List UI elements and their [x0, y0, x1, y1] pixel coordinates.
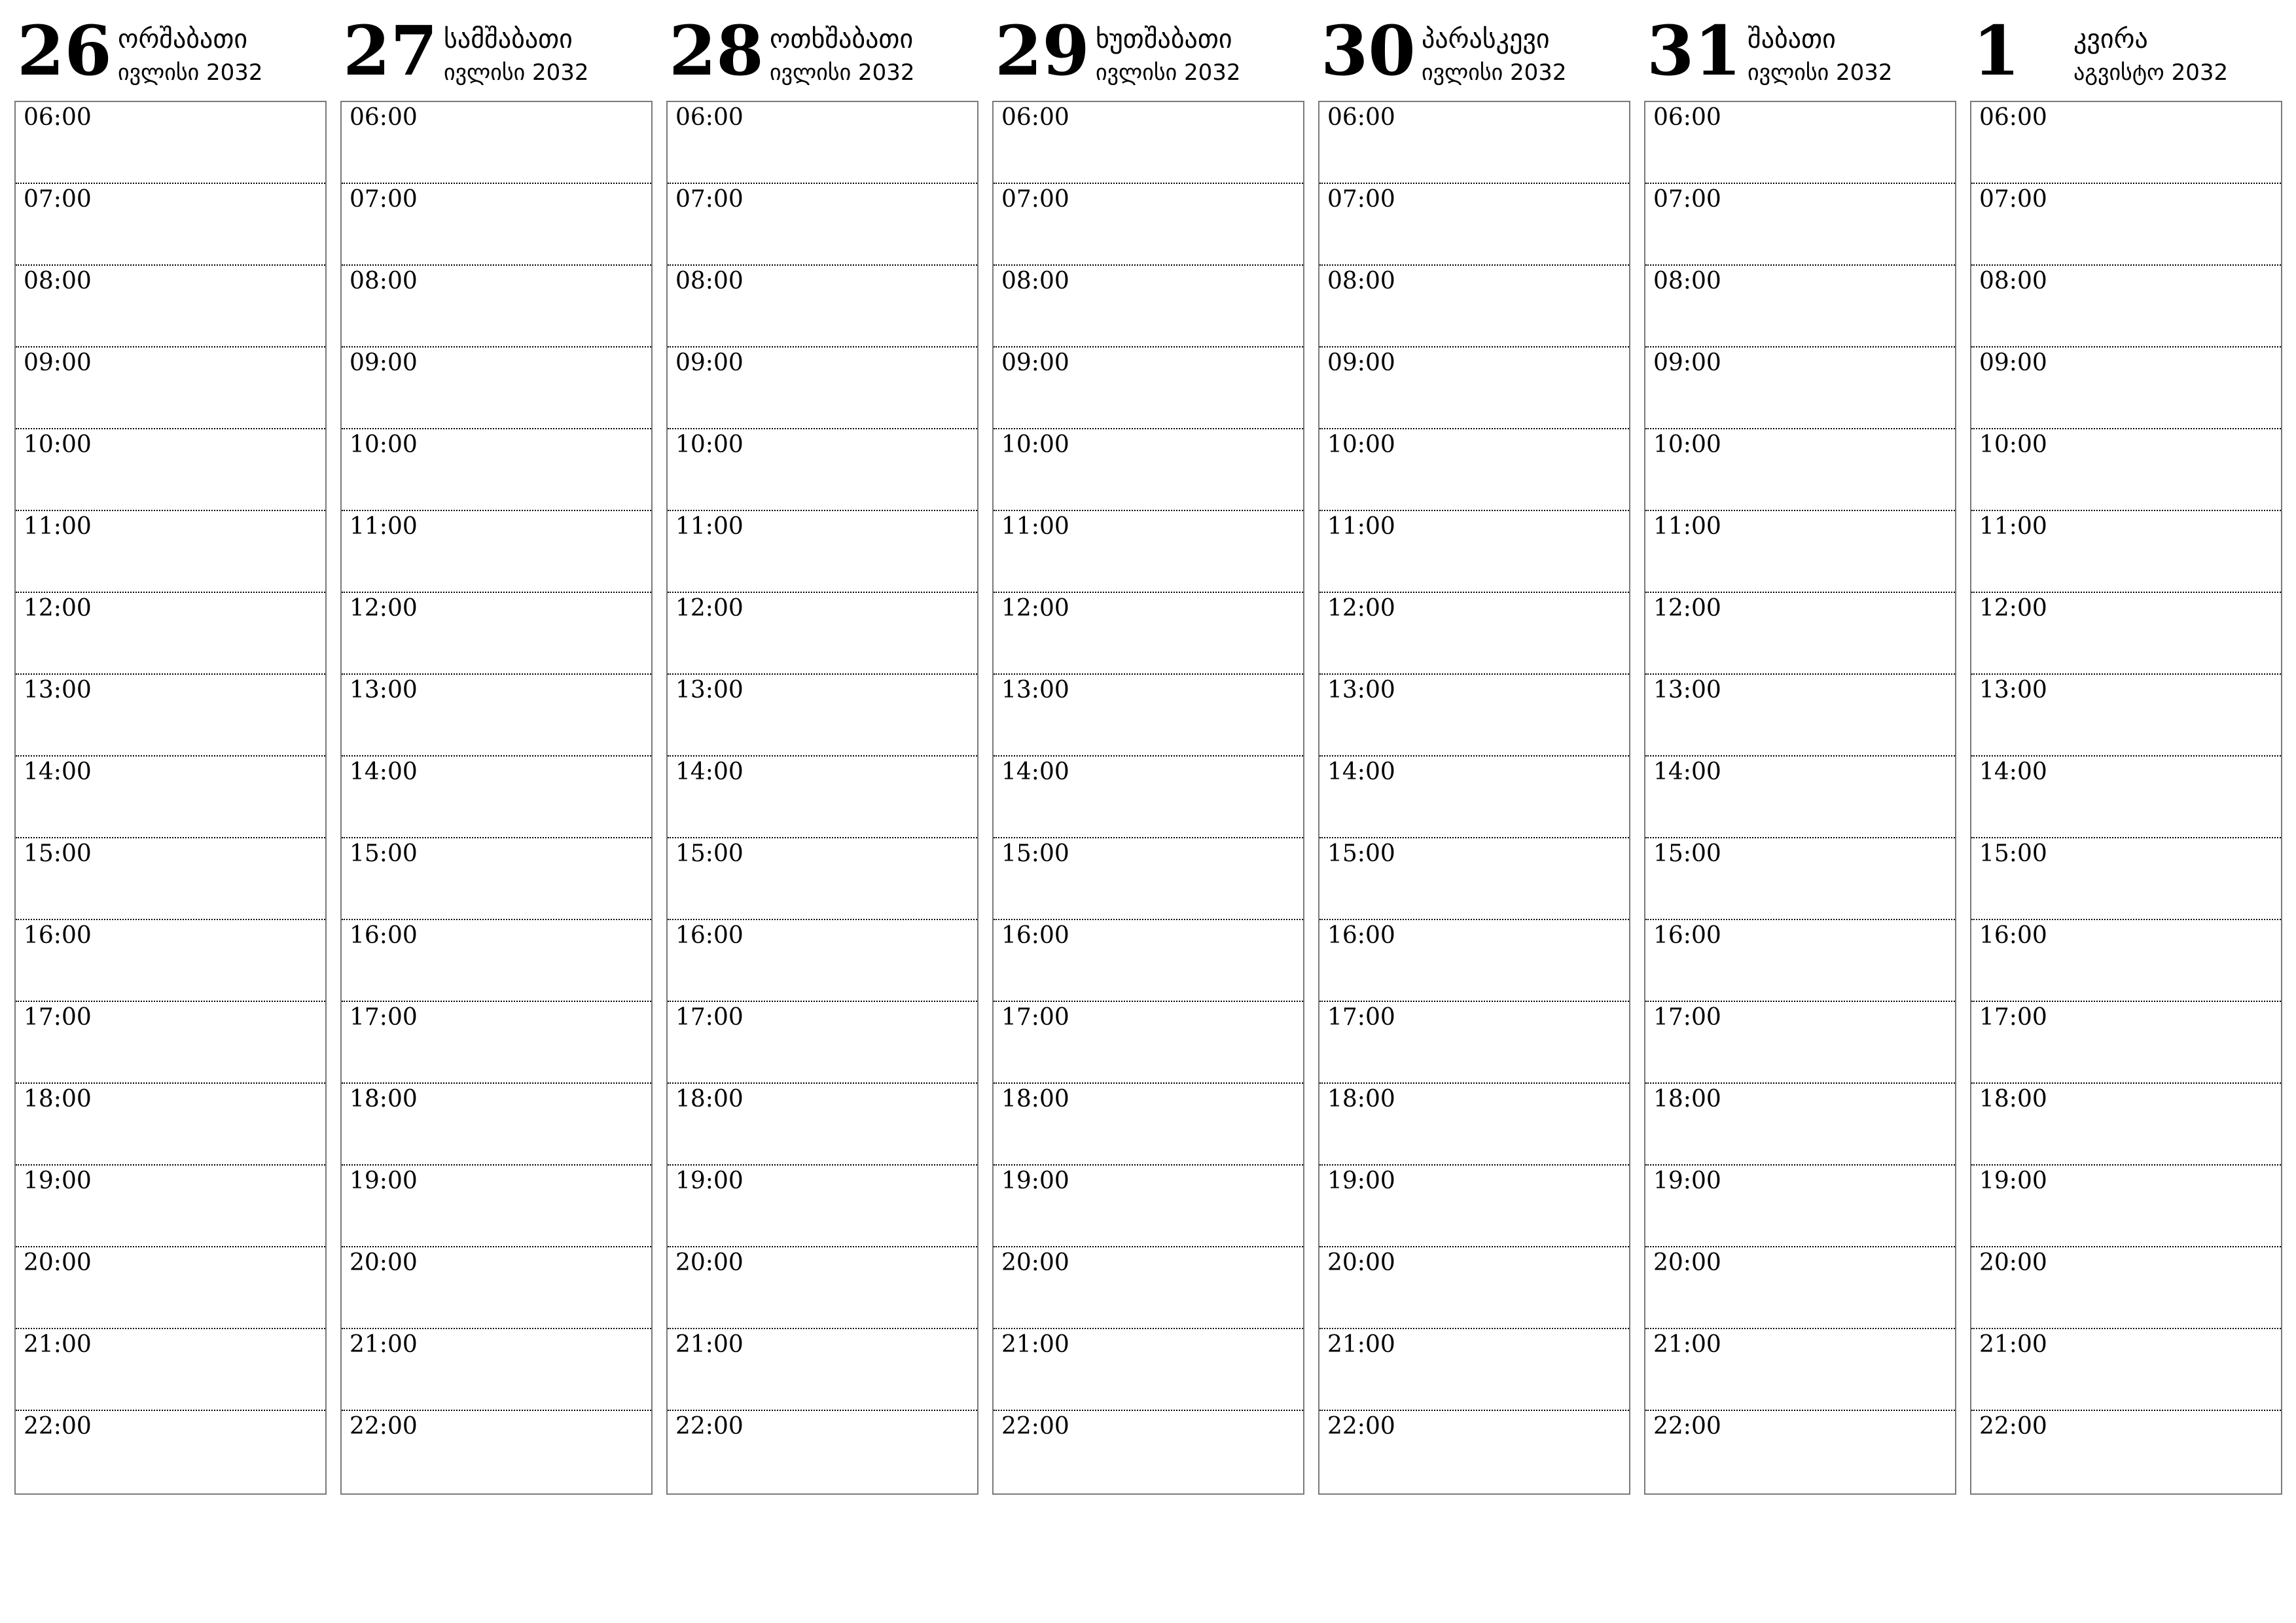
hour-label: 18:00: [350, 1086, 418, 1113]
hour-slot[interactable]: [668, 1084, 977, 1166]
hour-slot[interactable]: [1645, 838, 1955, 920]
hour-label: 14:00: [1653, 758, 1721, 785]
day-column: [1644, 10, 1956, 1440]
hour-label: 17:00: [1327, 1004, 1395, 1031]
hour-slot[interactable]: [1645, 429, 1955, 511]
hour-label: 13:00: [675, 677, 744, 704]
hour-slot[interactable]: [1645, 1002, 1955, 1084]
hour-slot[interactable]: [16, 675, 325, 757]
hour-label: 06:00: [1979, 104, 2047, 131]
hour-label: 06:00: [1653, 104, 1721, 131]
hour-label: 11:00: [350, 513, 418, 540]
hour-slot[interactable]: [994, 838, 1303, 920]
hour-slot[interactable]: [1645, 1084, 1955, 1166]
weekday-name: ხუთშაბათი: [1096, 24, 1232, 54]
day-header: [992, 12, 1304, 99]
hour-label: 06:00: [24, 104, 92, 131]
hour-slot[interactable]: [1319, 348, 1629, 429]
hour-slot[interactable]: [342, 348, 651, 429]
hour-slot[interactable]: [668, 348, 977, 429]
hour-slot[interactable]: [1319, 429, 1629, 511]
hour-label: 19:00: [24, 1168, 92, 1194]
day-column: [1318, 10, 1630, 1440]
hour-slot[interactable]: [1971, 757, 2281, 838]
hour-label: 13:00: [1979, 677, 2047, 704]
hour-slot[interactable]: [668, 757, 977, 838]
hour-label: 17:00: [350, 1004, 418, 1031]
hour-label: 19:00: [675, 1168, 744, 1194]
hour-label: 13:00: [1327, 677, 1395, 704]
month-year: ივლისი 2032: [1422, 60, 1567, 86]
hours-box: [1318, 101, 1630, 1495]
hour-label: 08:00: [24, 268, 92, 294]
hour-slot[interactable]: [668, 675, 977, 757]
hour-label: 14:00: [1001, 758, 1069, 785]
hour-label: 17:00: [675, 1004, 744, 1031]
hour-slot[interactable]: [1971, 511, 2281, 593]
hour-label: 15:00: [1327, 840, 1395, 867]
hours-box: [1644, 101, 1956, 1495]
hour-slot[interactable]: [668, 1329, 977, 1411]
hour-label: 16:00: [1653, 922, 1721, 949]
hour-label: 18:00: [1327, 1086, 1395, 1113]
hour-slot[interactable]: [1319, 1329, 1629, 1411]
hour-label: 21:00: [1327, 1331, 1395, 1358]
hour-slot[interactable]: [1971, 348, 2281, 429]
month-year: აგვისტო 2032: [2073, 60, 2229, 86]
hour-slot[interactable]: [668, 1247, 977, 1329]
day-header: [340, 12, 653, 99]
hour-slot[interactable]: [1971, 266, 2281, 348]
hour-slot[interactable]: [1971, 184, 2281, 266]
hour-slot[interactable]: [342, 1411, 651, 1493]
hour-label: 12:00: [1327, 595, 1395, 622]
hour-label: 14:00: [24, 758, 92, 785]
hour-slot[interactable]: [16, 593, 325, 675]
hour-slot[interactable]: [342, 511, 651, 593]
hour-label: 14:00: [1979, 758, 2047, 785]
hour-slot[interactable]: [994, 593, 1303, 675]
hour-label: 19:00: [1327, 1168, 1395, 1194]
hour-label: 11:00: [1653, 513, 1721, 540]
hour-label: 09:00: [1327, 349, 1395, 376]
month-year: ივლისი 2032: [770, 60, 915, 86]
hour-slot[interactable]: [342, 593, 651, 675]
hour-slot[interactable]: [994, 184, 1303, 266]
hour-slot[interactable]: [16, 429, 325, 511]
day-column: [992, 10, 1304, 1440]
hour-slot[interactable]: [1971, 1329, 2281, 1411]
hour-slot[interactable]: [994, 1002, 1303, 1084]
hours-box: [992, 101, 1304, 1495]
hour-label: 09:00: [1001, 349, 1069, 376]
hour-slot[interactable]: [668, 920, 977, 1002]
hour-slot[interactable]: [1645, 675, 1955, 757]
hours-box: [1970, 101, 2282, 1495]
hour-label: 22:00: [675, 1413, 744, 1440]
hour-label: 13:00: [24, 677, 92, 704]
hour-label: 09:00: [1979, 349, 2047, 376]
hour-slot[interactable]: [1319, 920, 1629, 1002]
hour-slot[interactable]: [994, 511, 1303, 593]
hour-label: 19:00: [1653, 1168, 1721, 1194]
month-year: ივლისი 2032: [118, 60, 263, 86]
hour-label: 12:00: [675, 595, 744, 622]
hour-label: 16:00: [24, 922, 92, 949]
day-column: [340, 10, 653, 1440]
hour-label: 20:00: [24, 1249, 92, 1276]
hour-label: 06:00: [1327, 104, 1395, 131]
hour-slot[interactable]: [1319, 675, 1629, 757]
hour-label: 11:00: [675, 513, 744, 540]
hour-slot[interactable]: [994, 429, 1303, 511]
hour-slot[interactable]: [994, 1166, 1303, 1247]
weekday-name: შაბათი: [1748, 24, 1836, 54]
hour-slot[interactable]: [994, 675, 1303, 757]
hour-slot[interactable]: [1645, 1329, 1955, 1411]
hour-label: 07:00: [675, 186, 744, 213]
hour-slot[interactable]: [1319, 1166, 1629, 1247]
day-number: 26: [17, 10, 112, 91]
hour-label: 19:00: [1979, 1168, 2047, 1194]
hour-label: 12:00: [24, 595, 92, 622]
hour-label: 11:00: [1001, 513, 1069, 540]
hour-slot[interactable]: [668, 429, 977, 511]
hour-label: 21:00: [675, 1331, 744, 1358]
hour-label: 08:00: [675, 268, 744, 294]
hour-label: 18:00: [1653, 1086, 1721, 1113]
hour-slot[interactable]: [16, 838, 325, 920]
hour-label: 15:00: [1001, 840, 1069, 867]
hour-slot[interactable]: [1645, 1166, 1955, 1247]
hour-slot[interactable]: [16, 1329, 325, 1411]
hour-label: 15:00: [675, 840, 744, 867]
hour-label: 08:00: [1001, 268, 1069, 294]
hour-label: 22:00: [1653, 1413, 1721, 1440]
day-number: 31: [1647, 10, 1742, 91]
hour-slot[interactable]: [668, 102, 977, 184]
hour-label: 18:00: [1979, 1086, 2047, 1113]
hour-slot[interactable]: [1971, 675, 2281, 757]
hour-slot[interactable]: [342, 1002, 651, 1084]
hour-slot[interactable]: [668, 838, 977, 920]
hour-label: 20:00: [1001, 1249, 1069, 1276]
hour-label: 09:00: [350, 349, 418, 376]
hour-label: 08:00: [1979, 268, 2047, 294]
hour-label: 19:00: [1001, 1168, 1069, 1194]
day-number: 29: [995, 10, 1090, 91]
day-header: [1318, 12, 1630, 99]
hour-slot[interactable]: [1971, 102, 2281, 184]
hour-slot[interactable]: [342, 675, 651, 757]
hour-slot[interactable]: [1319, 757, 1629, 838]
month-year: ივლისი 2032: [1096, 60, 1241, 86]
hour-label: 11:00: [1327, 513, 1395, 540]
hour-label: 21:00: [1001, 1331, 1069, 1358]
hour-label: 15:00: [1979, 840, 2047, 867]
hour-slot[interactable]: [668, 1166, 977, 1247]
weekday-name: კვირა: [2073, 24, 2148, 54]
hour-label: 16:00: [1327, 922, 1395, 949]
day-number: 28: [669, 10, 764, 91]
hour-slot[interactable]: [994, 1247, 1303, 1329]
hour-slot[interactable]: [1645, 1247, 1955, 1329]
hour-label: 20:00: [1327, 1249, 1395, 1276]
hour-label: 10:00: [1653, 431, 1721, 458]
hour-slot[interactable]: [1645, 266, 1955, 348]
hour-label: 21:00: [1653, 1331, 1721, 1358]
hour-label: 07:00: [1653, 186, 1721, 213]
hour-slot[interactable]: [1645, 593, 1955, 675]
hour-label: 11:00: [24, 513, 92, 540]
hour-label: 06:00: [675, 104, 744, 131]
hour-slot[interactable]: [994, 1329, 1303, 1411]
hour-slot[interactable]: [1645, 511, 1955, 593]
hour-label: 21:00: [350, 1331, 418, 1358]
day-column: [1970, 10, 2282, 1440]
hour-slot[interactable]: [16, 1247, 325, 1329]
month-year: ივლისი 2032: [1748, 60, 1893, 86]
hour-label: 14:00: [1327, 758, 1395, 785]
hour-slot[interactable]: [668, 1411, 977, 1493]
hour-label: 12:00: [1653, 595, 1721, 622]
hour-label: 22:00: [1979, 1413, 2047, 1440]
hour-label: 17:00: [1653, 1004, 1721, 1031]
hour-label: 20:00: [675, 1249, 744, 1276]
hour-label: 22:00: [350, 1413, 418, 1440]
hour-slot[interactable]: [16, 102, 325, 184]
hour-slot[interactable]: [1971, 1411, 2281, 1493]
hour-slot[interactable]: [1319, 511, 1629, 593]
hour-label: 17:00: [1001, 1004, 1069, 1031]
hour-label: 19:00: [350, 1168, 418, 1194]
hour-slot[interactable]: [342, 266, 651, 348]
hour-slot[interactable]: [1319, 1084, 1629, 1166]
hour-slot[interactable]: [1971, 1002, 2281, 1084]
hour-slot[interactable]: [342, 1166, 651, 1247]
hour-slot[interactable]: [1319, 1002, 1629, 1084]
hour-label: 07:00: [1979, 186, 2047, 213]
hour-slot[interactable]: [1319, 1247, 1629, 1329]
hour-slot[interactable]: [1645, 757, 1955, 838]
weekday-name: ორშაბათი: [118, 24, 248, 54]
hour-label: 07:00: [350, 186, 418, 213]
hour-slot[interactable]: [1319, 593, 1629, 675]
hour-slot[interactable]: [342, 1247, 651, 1329]
hour-slot[interactable]: [994, 1411, 1303, 1493]
day-column: [14, 10, 327, 1440]
hour-slot[interactable]: [1319, 102, 1629, 184]
hour-slot[interactable]: [342, 757, 651, 838]
hour-slot[interactable]: [342, 102, 651, 184]
hour-label: 16:00: [1979, 922, 2047, 949]
hour-label: 10:00: [1979, 431, 2047, 458]
hour-label: 13:00: [350, 677, 418, 704]
hour-slot[interactable]: [16, 920, 325, 1002]
hour-slot[interactable]: [342, 429, 651, 511]
hour-slot[interactable]: [16, 1084, 325, 1166]
weekday-name: სამშაბათი: [444, 24, 573, 54]
day-header: [666, 12, 978, 99]
hour-slot[interactable]: [994, 1084, 1303, 1166]
hour-slot[interactable]: [1645, 102, 1955, 184]
hour-slot[interactable]: [994, 920, 1303, 1002]
hour-slot[interactable]: [1319, 1411, 1629, 1493]
hour-label: 16:00: [350, 922, 418, 949]
hour-label: 10:00: [1327, 431, 1395, 458]
hour-label: 21:00: [24, 1331, 92, 1358]
hour-slot[interactable]: [668, 266, 977, 348]
day-column: [666, 10, 978, 1440]
hour-label: 15:00: [1653, 840, 1721, 867]
hour-label: 13:00: [1653, 677, 1721, 704]
hour-label: 10:00: [675, 431, 744, 458]
hour-slot[interactable]: [994, 348, 1303, 429]
hour-label: 12:00: [1979, 595, 2047, 622]
day-number: 1: [1973, 10, 2020, 91]
weekday-name: ოთხშაბათი: [770, 24, 914, 54]
hour-label: 10:00: [350, 431, 418, 458]
hour-slot[interactable]: [1645, 1411, 1955, 1493]
hour-label: 08:00: [350, 268, 418, 294]
hour-label: 10:00: [24, 431, 92, 458]
hour-slot[interactable]: [668, 593, 977, 675]
hour-slot[interactable]: [668, 1002, 977, 1084]
hour-label: 16:00: [1001, 922, 1069, 949]
hour-label: 10:00: [1001, 431, 1069, 458]
day-number: 30: [1321, 10, 1416, 91]
hour-slot[interactable]: [1319, 184, 1629, 266]
hour-label: 14:00: [675, 758, 744, 785]
hour-slot[interactable]: [16, 184, 325, 266]
hours-box: [14, 101, 327, 1495]
hour-label: 11:00: [1979, 513, 2047, 540]
hour-label: 22:00: [1001, 1413, 1069, 1440]
hour-slot[interactable]: [1645, 184, 1955, 266]
hour-slot[interactable]: [342, 838, 651, 920]
hour-label: 06:00: [1001, 104, 1069, 131]
hour-slot[interactable]: [1319, 266, 1629, 348]
hour-slot[interactable]: [668, 511, 977, 593]
hours-box: [666, 101, 978, 1495]
hour-label: 07:00: [24, 186, 92, 213]
hour-slot[interactable]: [1645, 920, 1955, 1002]
hour-label: 09:00: [675, 349, 744, 376]
hour-slot[interactable]: [994, 102, 1303, 184]
hour-slot[interactable]: [342, 1084, 651, 1166]
hour-slot[interactable]: [16, 1166, 325, 1247]
hour-label: 09:00: [24, 349, 92, 376]
month-year: ივლისი 2032: [444, 60, 589, 86]
day-header: [14, 12, 327, 99]
hour-slot[interactable]: [1971, 429, 2281, 511]
hour-label: 17:00: [24, 1004, 92, 1031]
hour-label: 08:00: [1327, 268, 1395, 294]
hour-label: 13:00: [1001, 677, 1069, 704]
hour-label: 18:00: [675, 1086, 744, 1113]
hour-slot[interactable]: [342, 920, 651, 1002]
hour-label: 18:00: [1001, 1086, 1069, 1113]
hour-label: 22:00: [1327, 1413, 1395, 1440]
hour-label: 09:00: [1653, 349, 1721, 376]
hour-slot[interactable]: [16, 266, 325, 348]
hour-slot[interactable]: [16, 1002, 325, 1084]
hour-slot[interactable]: [16, 1411, 325, 1493]
hour-slot[interactable]: [342, 184, 651, 266]
hour-slot[interactable]: [994, 266, 1303, 348]
hour-label: 12:00: [350, 595, 418, 622]
hour-slot[interactable]: [1971, 1166, 2281, 1247]
hour-label: 14:00: [350, 758, 418, 785]
hour-label: 07:00: [1327, 186, 1395, 213]
hour-slot[interactable]: [1971, 593, 2281, 675]
day-number: 27: [343, 10, 438, 91]
hour-slot[interactable]: [1971, 1084, 2281, 1166]
hour-slot[interactable]: [668, 184, 977, 266]
weekly-planner: [14, 12, 2283, 1497]
hour-label: 12:00: [1001, 595, 1069, 622]
day-header: [1970, 12, 2282, 99]
hour-label: 22:00: [24, 1413, 92, 1440]
hour-slot[interactable]: [994, 757, 1303, 838]
weekday-name: პარასკევი: [1422, 24, 1550, 54]
hour-slot[interactable]: [16, 348, 325, 429]
hour-label: 08:00: [1653, 268, 1721, 294]
hour-slot[interactable]: [16, 757, 325, 838]
hour-slot[interactable]: [342, 1329, 651, 1411]
hour-label: 20:00: [1653, 1249, 1721, 1276]
hour-slot[interactable]: [16, 511, 325, 593]
hour-label: 20:00: [1979, 1249, 2047, 1276]
hour-label: 21:00: [1979, 1331, 2047, 1358]
hour-slot[interactable]: [1319, 838, 1629, 920]
hours-box: [340, 101, 653, 1495]
day-header: [1644, 12, 1956, 99]
hour-label: 16:00: [675, 922, 744, 949]
hour-slot[interactable]: [1645, 348, 1955, 429]
hour-label: 17:00: [1979, 1004, 2047, 1031]
hour-slot[interactable]: [1971, 920, 2281, 1002]
hour-label: 07:00: [1001, 186, 1069, 213]
hour-slot[interactable]: [1971, 838, 2281, 920]
hour-label: 20:00: [350, 1249, 418, 1276]
hour-slot[interactable]: [1971, 1247, 2281, 1329]
hour-label: 18:00: [24, 1086, 92, 1113]
hour-label: 15:00: [24, 840, 92, 867]
hour-label: 06:00: [350, 104, 418, 131]
hour-label: 15:00: [350, 840, 418, 867]
